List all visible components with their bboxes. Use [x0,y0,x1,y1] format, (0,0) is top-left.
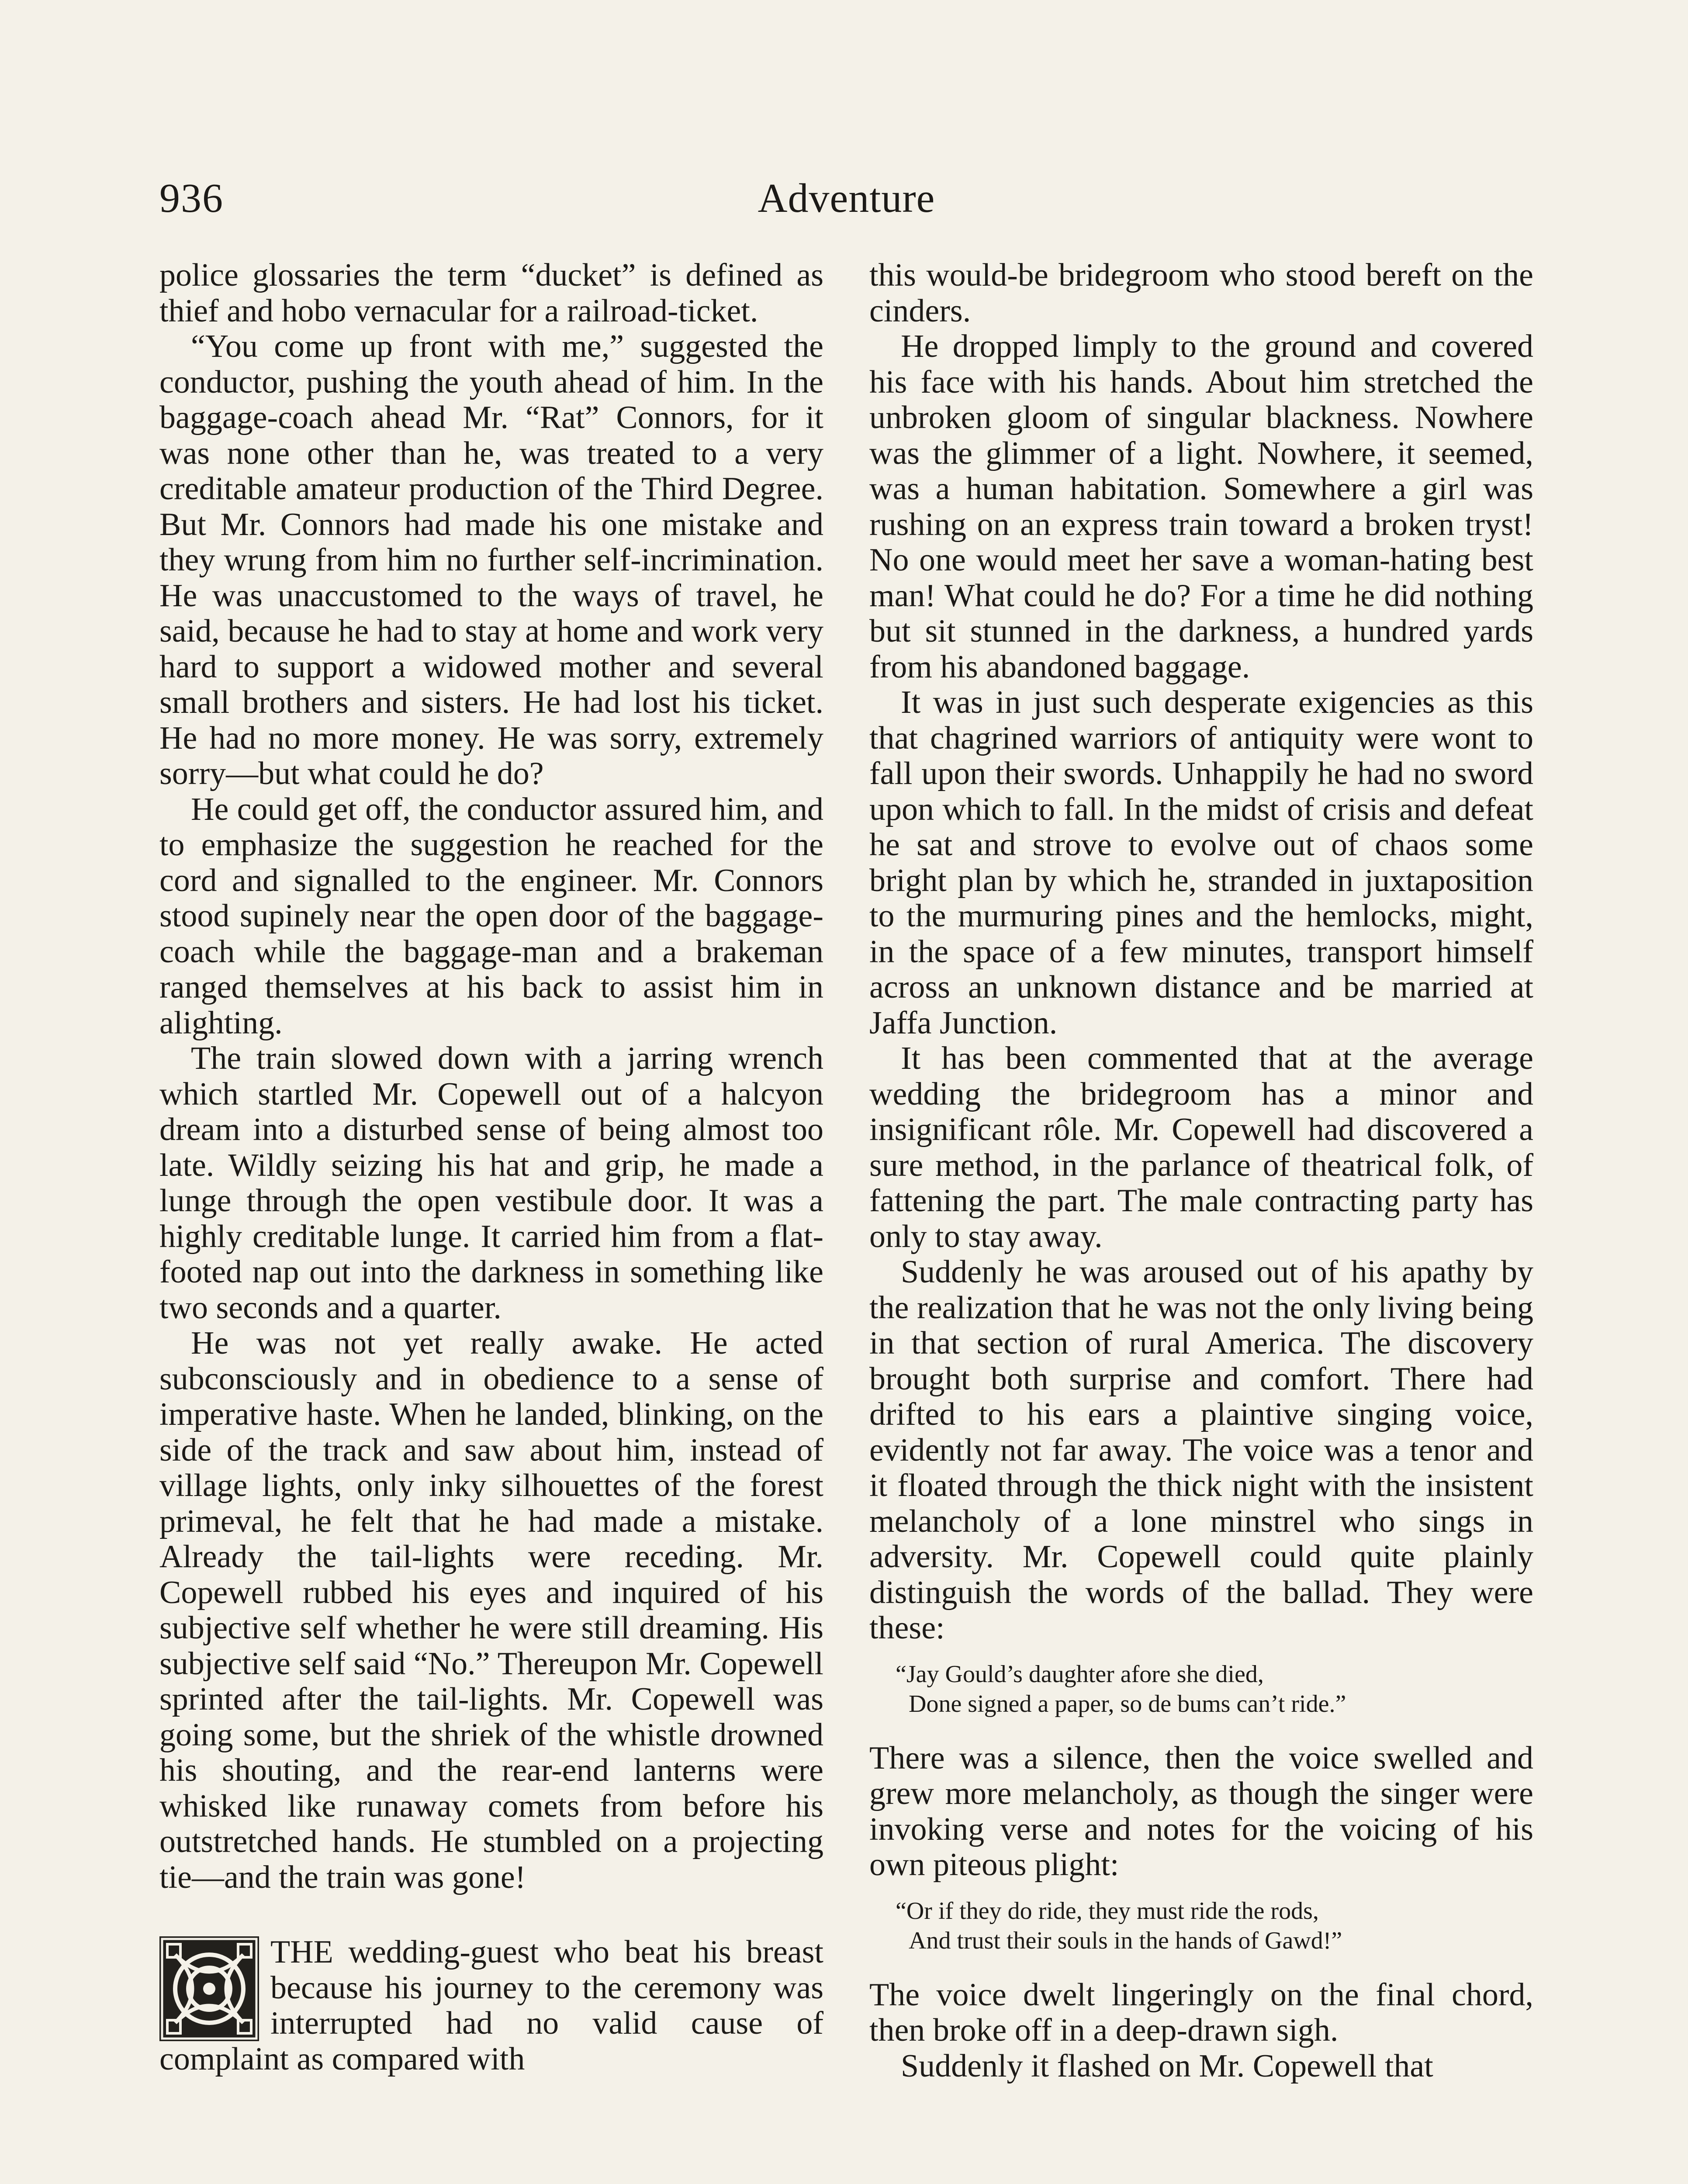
celtic-knot-ornament-icon [159,1936,259,2041]
paragraph: The voice dwelt lingeringly on the final chord, then broke off in a deep-drawn sigh. [869,1977,1533,2048]
paragraph: The train slowed down with a jarring wrench which startled Mr. Copewell out of a halcyon dream into a disturbed sense of being almost too late. Wildly seizing his hat and grip, he made a lunge through the open vestibule door. It was a highly creditable lunge. It carried him from a flat-footed nap out into the darkness in something like two seconds and a quarter. [159,1040,823,1326]
paragraph: He could get off, the conductor assured him, and to emphasize the suggestion he reached for the cord and signalled to the engineer. Mr. Connors stood supinely near the open door of the baggage-coach while the baggage-man and a brakeman ranged themselves at his back to assist him in alighting. [159,791,823,1041]
running-header [159,170,1533,232]
paragraph: “You come up front with me,” suggested the conductor, pushing the youth ahead of him. In the baggage-coach ahead Mr. “Rat” Connors, for it was none other than he, was treated to a very creditable amateur production of the Third Degree. But Mr. Connors had made his one mistake and they wrung from him no further self-incrimination. He was unaccustomed to the ways of travel, he said, because he had to stay at home and work very hard to support a widowed mother and several small brothers and sisters. He had lost his ticket. He had no more money. He was sorry, extremely sorry—but what could he do? [159,328,823,791]
paragraph: He dropped limply to the ground and covered his face with his hands. About him stretched the unbroken gloom of singular blackness. Nowhere was the glimmer of a light. Nowhere, it seemed, was a human habitation. Somewhere a girl was rushing on an express train toward a broken tryst! No one would meet her save a woman-hating best man! What could he do? For a time he did nothing but sit stunned in the darkness, a hundred yards from his abandoned baggage. [869,328,1533,685]
verse-line: “Jay Gould’s daughter afore she died, [896,1660,1264,1688]
paragraph-text: THE wedding-guest who beat his breast because his journey to the ceremony was interrupted had no valid cause of complaint as compared with [159,1934,823,2077]
verse-line: “Or if they do ride, they must ride the rods, [896,1897,1319,1925]
paragraph: It has been commented that at the average wedding the bridegroom has a minor and insignificant rôle. Mr. Copewell had discovered a sure method, in the parlance of theatrical folk, of fattening the part. The male contracting party has only to stay away. [869,1040,1533,1254]
verse-line: And trust their souls in the hands of Gawd!” [909,1927,1342,1954]
section-opening-paragraph [159,1935,823,2077]
paragraph: this would-be bridegroom who stood bereft on the cinders. [869,257,1533,329]
left-column [159,258,823,2077]
running-title: Adventure [758,176,935,221]
paragraph: police glossaries the term “ducket” is defined as thief and hobo vernacular for a railroad-ticket. [159,257,823,329]
verse-line: Done signed a paper, so de bums can’t ride.” [909,1690,1346,1717]
paragraph: It was in just such desperate exigencies as this that chagrined warriors of antiquity were wont to fall upon their swords. Unhappily he had no sword upon which to fall. In the midst of crisis and defeat he sat and strove to evolve out of chaos some bright plan by which he, stranded in juxtaposition to the murmuring pines and the hemlocks, might, in the space of a few minutes, transport himself across an unknown distance and be married at Jaffa Junction. [869,684,1533,1041]
paragraph: Suddenly he was aroused out of his apathy by the realization that he was not the only living being in that section of rural America. The discovery brought both surprise and comfort. There had drifted to his ears a plaintive singing voice, evidently not far away. The voice was a tenor and it floated through the thick night with the insistent melancholy of a lone minstrel who sings in adversity. Mr. Copewell could quite plainly distinguish the words of the ballad. They were these: [869,1254,1533,1646]
ballad-verse [896,1896,1533,1956]
paragraph: Suddenly it flashed on Mr. Copewell that [901,2048,1433,2084]
magazine-page [159,170,1533,2184]
page-number: 936 [159,176,224,221]
ballad-verse [896,1659,1533,1719]
section-break [159,1895,823,1935]
paragraph: He was not yet really awake. He acted subconsciously and in obedience to a sense of imperative haste. When he landed, blinking, on the side of the track and saw about him, instead of village lights, only inky silhouettes of the forest primeval, he felt that he had made a mistake. Already the tail-lights were receding. Mr. Copewell rubbed his eyes and inquired of his subjective self whether he were still dreaming. His subjective self said “No.” Thereupon Mr. Copewell sprinted after the tail-lights. Mr. Copewell was going some, but the shriek of the whistle drowned his shouting, and the rear-end lanterns were whisked like runaway comets from before his outstretched hands. He stumbled on a projecting tie—and the train was gone! [159,1325,823,1895]
paragraph: There was a silence, then the voice swelled and grew more melancholy, as though the singer were invoking verse and notes for the voicing of his own piteous plight: [869,1740,1533,1883]
right-column [869,258,1533,2084]
